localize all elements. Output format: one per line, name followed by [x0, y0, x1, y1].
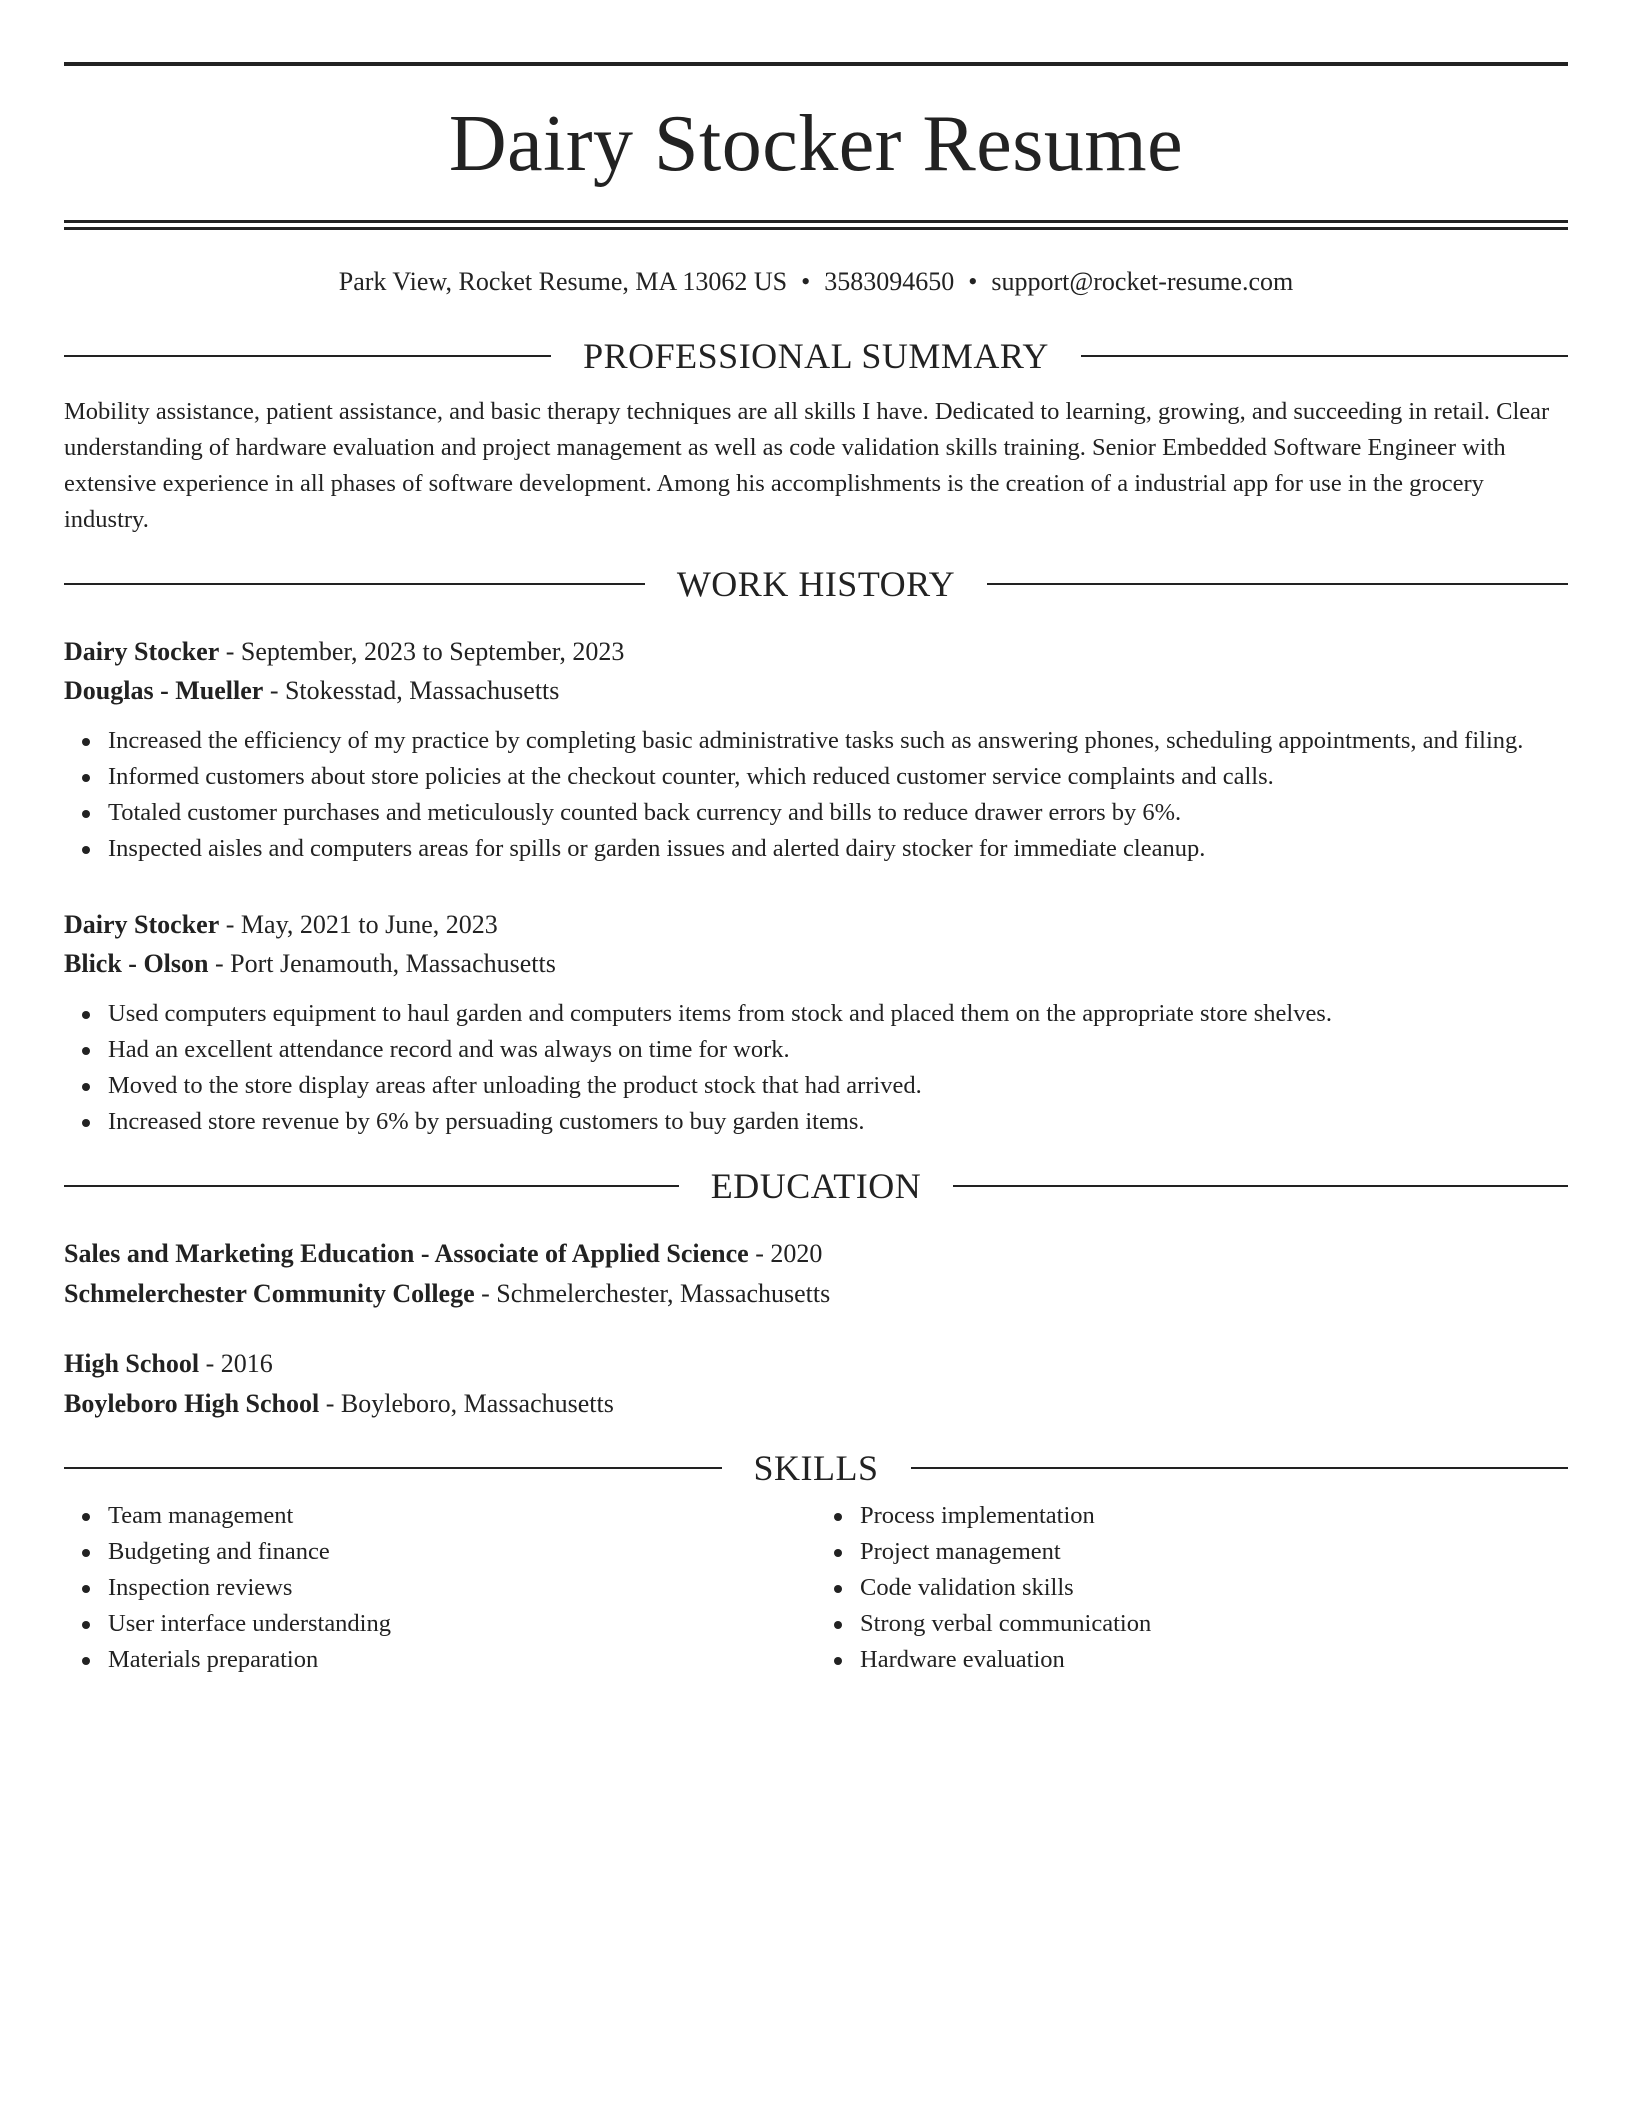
divider	[64, 583, 645, 585]
job-dates: - September, 2023 to September, 2023	[219, 637, 625, 666]
job-title-line	[64, 905, 1568, 944]
list-item: Used computers equipment to haul garden and computers items from stock and placed them on the appropriate store shelves.	[108, 996, 1568, 1032]
skills-column-left	[64, 1498, 816, 1678]
page-title: Dairy Stocker Resume	[448, 100, 1184, 188]
job-location: - Port Jenamouth, Massachusetts	[208, 949, 556, 978]
list-item: Moved to the store display areas after unloading the product stock that had arrived.	[108, 1068, 1568, 1104]
education-entry	[64, 1234, 1568, 1314]
section-title: WORK HISTORY	[676, 564, 956, 604]
job-bullets	[64, 996, 1568, 1140]
list-item: Strong verbal communication	[860, 1606, 1568, 1642]
contact-email: support@rocket-resume.com	[991, 267, 1294, 296]
list-item: Inspection reviews	[108, 1570, 816, 1606]
education-degree-line	[64, 1234, 1568, 1274]
list-item: Budgeting and finance	[108, 1534, 816, 1570]
job-title: Dairy Stocker	[64, 637, 220, 666]
list-item: Inspected aisles and computers areas for spills or garden issues and alerted dairy stocker for immediate cleanup.	[108, 831, 1568, 867]
section-header-education	[64, 1164, 1568, 1208]
section-title: PROFESSIONAL SUMMARY	[583, 336, 1049, 376]
list-item: Informed customers about store policies at the checkout counter, which reduced customer service complaints and calls.	[108, 759, 1568, 795]
list-item: Code validation skills	[860, 1570, 1568, 1606]
education-degree: High School	[64, 1349, 200, 1378]
list-item: Materials preparation	[108, 1642, 816, 1678]
contact-phone: 3583094650	[824, 267, 955, 296]
list-item: User interface understanding	[108, 1606, 816, 1642]
section-header-work-history	[64, 562, 1568, 606]
title-double-rule	[64, 220, 1568, 230]
list-item: Team management	[108, 1498, 816, 1534]
divider	[987, 583, 1568, 585]
list-item: Process implementation	[860, 1498, 1568, 1534]
job-location: - Stokesstad, Massachusetts	[263, 676, 560, 705]
job-dates: - May, 2021 to June, 2023	[219, 910, 498, 939]
contact-line	[64, 264, 1568, 300]
job-bullets	[64, 723, 1568, 867]
list-item: Increased the efficiency of my practice by completing basic administrative tasks such as answering phones, scheduling appointments, and filing.	[108, 723, 1568, 759]
list-item: Totaled customer purchases and meticulously counted back currency and bills to reduce drawer errors by 6%.	[108, 795, 1568, 831]
top-rule	[64, 62, 1568, 66]
education-year: - 2020	[748, 1239, 823, 1268]
divider	[911, 1467, 1569, 1469]
education-degree: Sales and Marketing Education - Associate of Applied Science	[64, 1239, 749, 1268]
list-item: Hardware evaluation	[860, 1642, 1568, 1678]
section-header-summary	[64, 334, 1568, 378]
education-school: Boyleboro High School	[64, 1389, 320, 1418]
divider	[64, 1467, 722, 1469]
education-degree-line	[64, 1344, 1568, 1384]
education-location: - Schmelerchester, Massachusetts	[474, 1279, 831, 1308]
job-company-line	[64, 944, 1568, 983]
divider	[953, 1185, 1568, 1187]
contact-address: Park View, Rocket Resume, MA 13062 US	[338, 267, 788, 296]
section-header-skills	[64, 1446, 1568, 1490]
divider	[1081, 355, 1568, 357]
summary-text: Mobility assistance, patient assistance, and basic therapy techniques are all skills I have. Dedicated to learning, growing, and succeeding in retail. Clear understanding of hardware evaluation and project management as well as code validation skills training. Senior Embedded Software Engineer with extensive experience in all phases of software development. Among his accomplishments is the creation of a industrial app for use in the grocery industry.	[64, 398, 1550, 533]
job-company: Douglas - Mueller	[64, 676, 264, 705]
education-school-line	[64, 1384, 1568, 1424]
list-item: Had an excellent attendance record and was always on time for work.	[108, 1032, 1568, 1068]
job-entry	[64, 905, 1568, 1140]
list-item: Increased store revenue by 6% by persuading customers to buy garden items.	[108, 1104, 1568, 1140]
contact-separator: •	[801, 267, 811, 296]
job-company: Blick - Olson	[64, 949, 209, 978]
job-title-line	[64, 632, 1568, 671]
contact-separator: •	[968, 267, 978, 296]
job-entry	[64, 632, 1568, 867]
skills-column-right	[816, 1498, 1568, 1678]
job-company-line	[64, 671, 1568, 710]
job-title: Dairy Stocker	[64, 910, 220, 939]
divider	[64, 1185, 679, 1187]
section-title: EDUCATION	[710, 1166, 922, 1206]
education-school: Schmelerchester Community College	[64, 1279, 475, 1308]
education-location: - Boyleboro, Massachusetts	[319, 1389, 614, 1418]
education-entry	[64, 1344, 1568, 1424]
education-year: - 2016	[199, 1349, 273, 1378]
divider	[64, 355, 551, 357]
education-school-line	[64, 1274, 1568, 1314]
section-title: SKILLS	[753, 1448, 879, 1488]
skills-list	[64, 1498, 1568, 1678]
list-item: Project management	[860, 1534, 1568, 1570]
